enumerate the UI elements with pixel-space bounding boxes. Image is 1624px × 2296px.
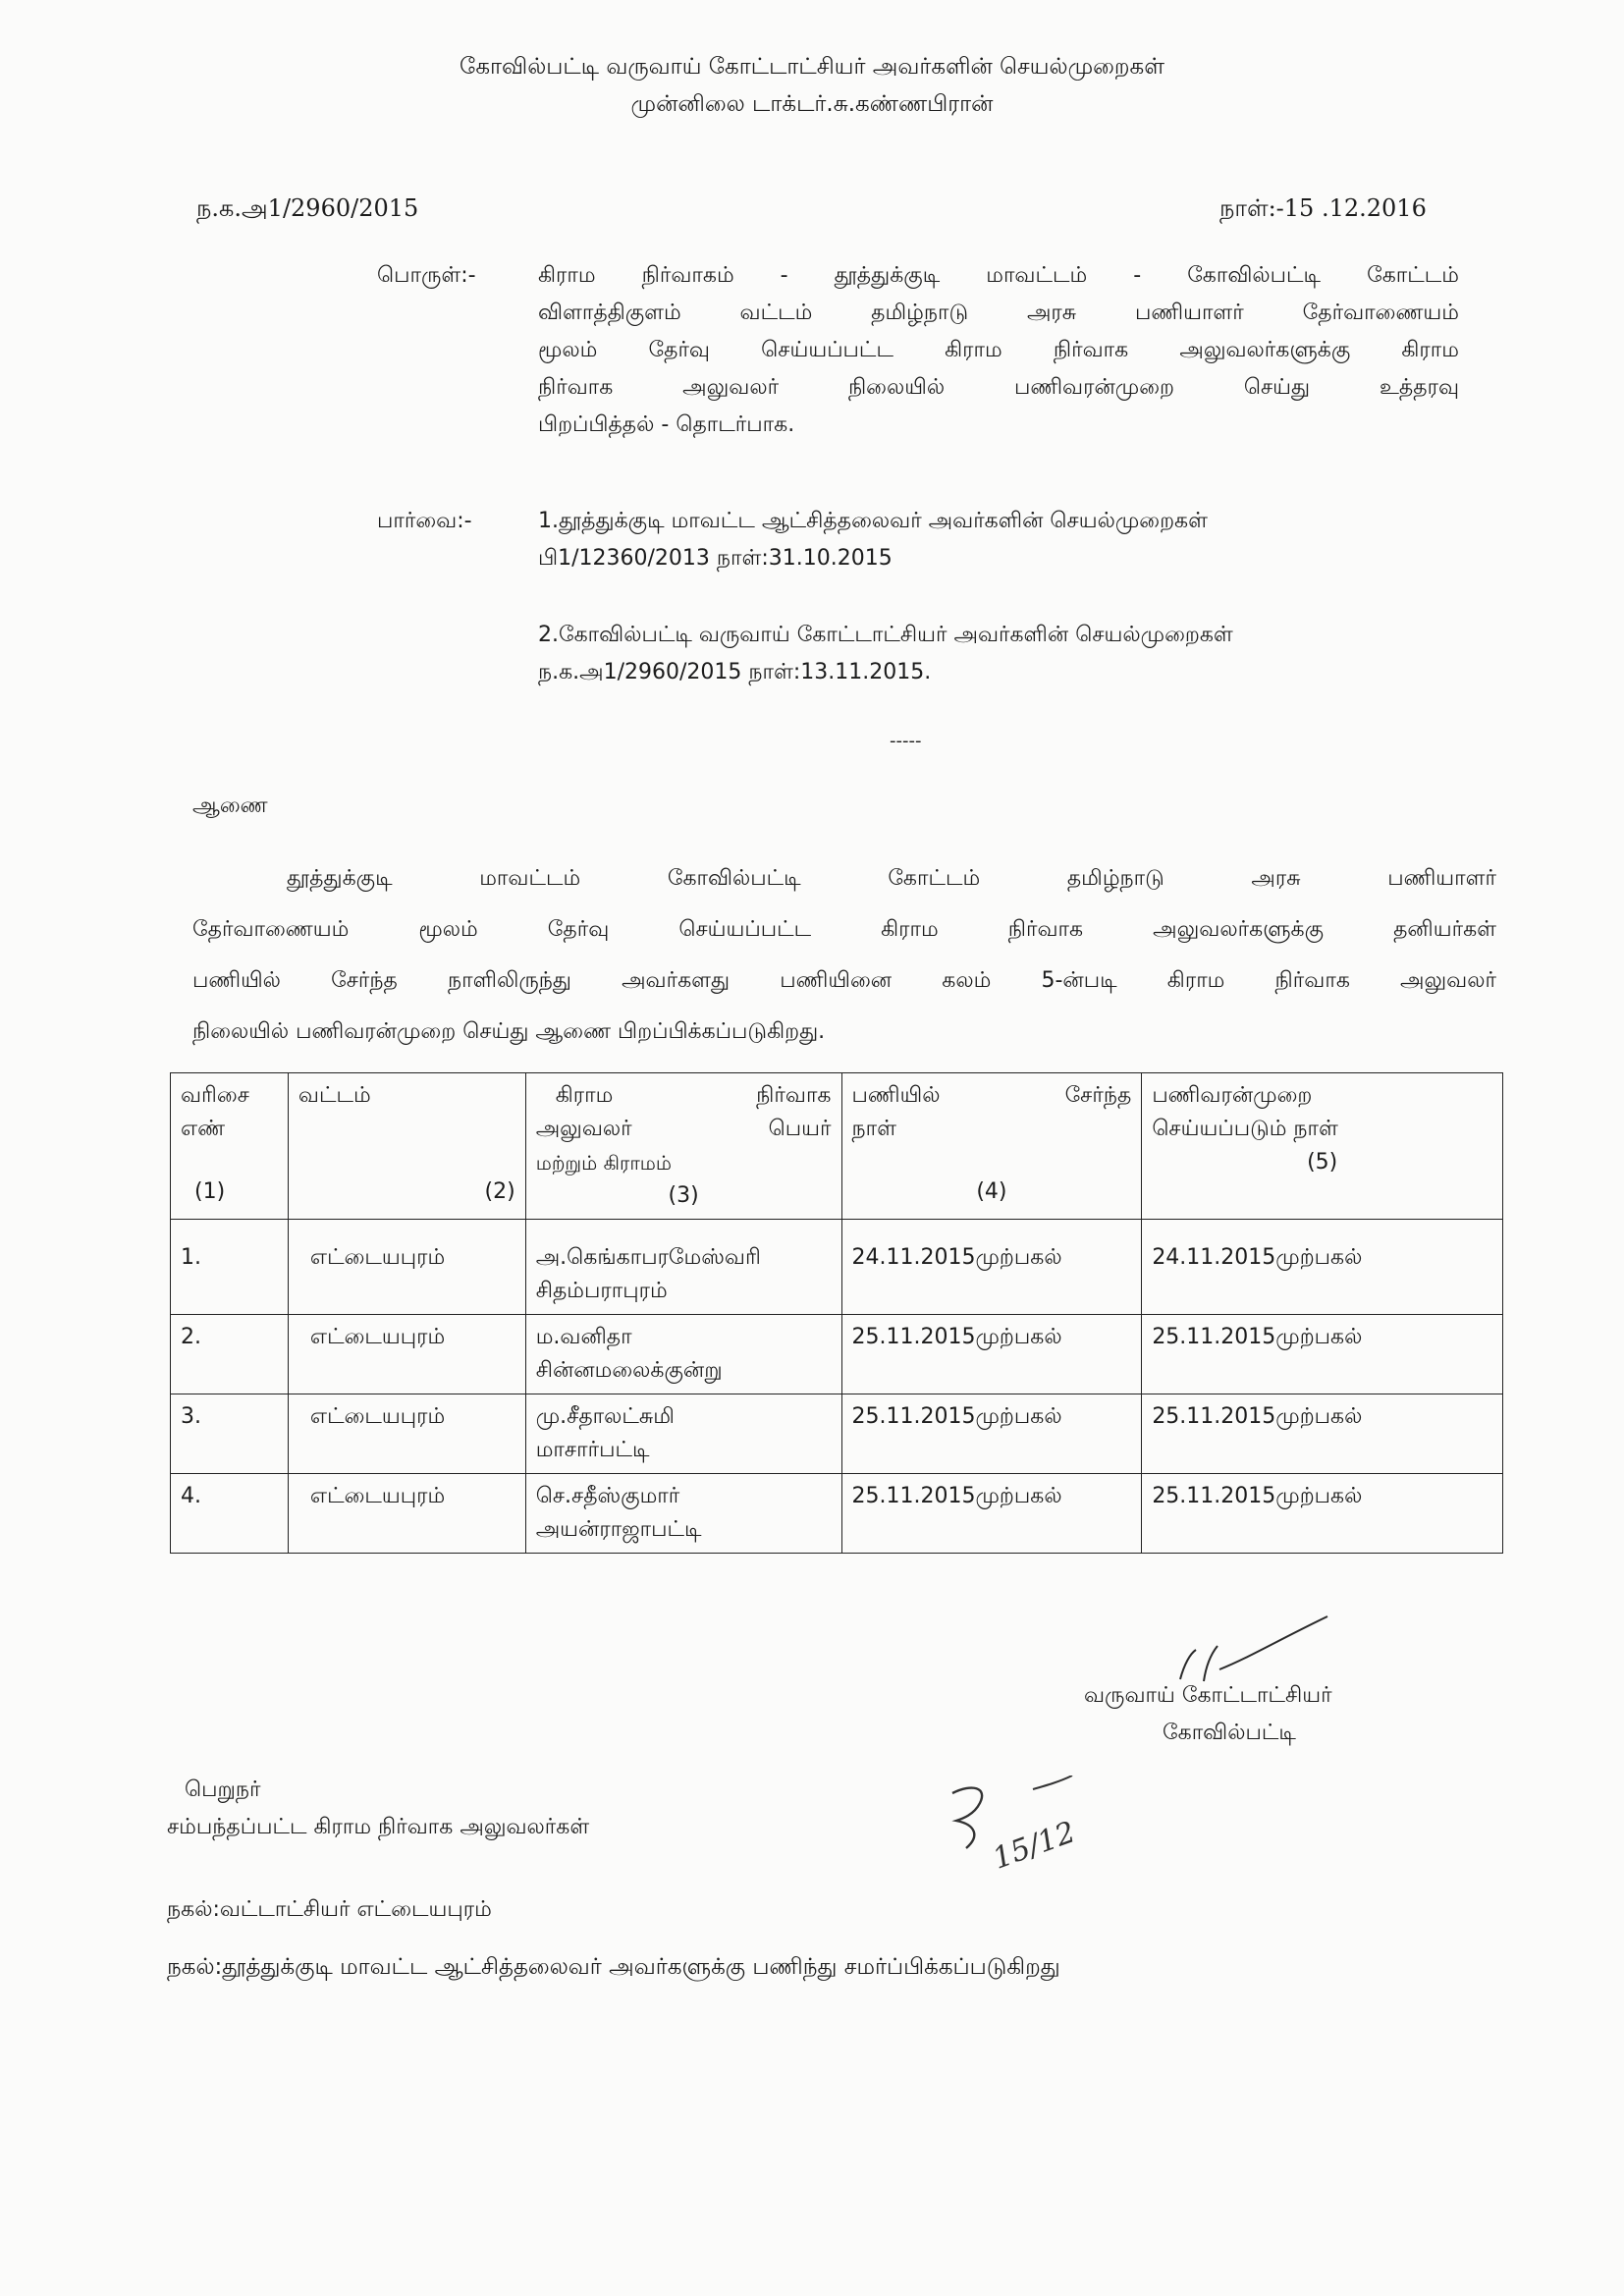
- order-line-4: நிலையில் பணிவரன்முறை செய்து ஆணை பிறப்பிக்கப்படுகிறது.: [192, 1019, 826, 1044]
- cell-joined: 25.11.2015முற்பகல்: [841, 1474, 1142, 1554]
- cell-serial: 4.: [171, 1474, 289, 1554]
- cell-officer: ம.வனிதா சின்னமலைக்குன்று: [525, 1315, 841, 1394]
- order-line-3: பணியில் சேர்ந்த நாளிலிருந்து அவர்களது பணியினை கலம் 5-ன்படி கிராம நிர்வாக அலுவலர்: [192, 968, 1496, 993]
- header-officer-village: கிராம நிர்வாக அலுவலர் பெயர் மற்றும் கிராமம் (3): [525, 1073, 841, 1220]
- header-serial: வரிசை எண் (1): [171, 1073, 289, 1220]
- reference-2-line-1: 2.கோவில்பட்டி வருவாய் கோட்டாட்சியர் அவர்களின் செயல்முறைகள்: [538, 623, 1233, 647]
- table-row: [171, 1394, 1503, 1474]
- table-header-row: [171, 1073, 1503, 1220]
- subject-line-1: கிராம நிர்வாகம் - தூத்துக்குடி மாவட்டம் - கோவில்பட்டி கோட்டம்: [538, 263, 1459, 288]
- cell-officer: அ.கெங்காபரமேஸ்வரி சிதம்பராபுரம்: [525, 1220, 841, 1315]
- cell-joined: 25.11.2015முற்பகல்: [841, 1394, 1142, 1474]
- reference-1-line-2: பி1/12360/2013 நாள்:31.10.2015: [538, 546, 893, 571]
- regularization-table: [170, 1072, 1503, 1554]
- header-joining-date: பணியில் சேர்ந்த நாள் (4): [841, 1073, 1142, 1220]
- cell-joined: 24.11.2015முற்பகல்: [841, 1220, 1142, 1315]
- cell-serial: 2.: [171, 1315, 289, 1394]
- file-number: ந.க.அ1/2960/2015: [196, 194, 419, 222]
- order-line-2: தேர்வாணையம் மூலம் தேர்வு செய்யப்பட்ட கிராம நிர்வாக அலுவலர்களுக்கு தனியர்கள்: [192, 917, 1496, 942]
- cell-officer: செ.சதீஸ்குமார் அயன்ராஜாபட்டி: [525, 1474, 841, 1554]
- order-line-1: தூத்துக்குடி மாவட்டம் கோவில்பட்டி கோட்டம் தமிழ்நாடு அரசு பணியாளர்: [287, 866, 1496, 891]
- handwritten-date: 15/12: [988, 1815, 1080, 1877]
- order-heading: ஆணை: [192, 793, 268, 818]
- cell-taluk: எட்டையபுரம்: [288, 1394, 525, 1474]
- cell-joined: 25.11.2015முற்பகல்: [841, 1315, 1142, 1394]
- office-title: கோவில்பட்டி வருவாய் கோட்டாட்சியர் அவர்களின் செயல்முறைகள்: [459, 54, 1164, 80]
- header-regularization-date: பணிவரன்முறை செய்யப்படும் நாள் (5): [1142, 1073, 1503, 1220]
- reference-1-line-1: 1.தூத்துக்குடி மாவட்ட ஆட்சித்தலைவர் அவர்களின் செயல்முறைகள்: [538, 509, 1208, 533]
- order-date: நாள்:-15 .12.2016: [1219, 194, 1427, 222]
- table-row: [171, 1220, 1503, 1315]
- cell-serial: 3.: [171, 1394, 289, 1474]
- copy-to-collector: நகல்:தூத்துக்குடி மாவட்ட ஆட்சித்தலைவர் அவர்களுக்கு பணிந்து சமர்ப்பிக்கப்படுகிறது: [167, 1954, 1060, 1980]
- subject-line-5: பிறப்பித்தல் - தொடர்பாக.: [538, 412, 795, 437]
- table-row: [171, 1315, 1503, 1394]
- signatory-designation: வருவாய் கோட்டாட்சியர்: [1084, 1683, 1332, 1708]
- recipient-label: பெறுநர்: [185, 1777, 261, 1802]
- cell-regularized: 25.11.2015முற்பகல்: [1142, 1394, 1503, 1474]
- header-taluk: வட்டம் (2): [288, 1073, 525, 1220]
- reference-2-line-2: ந.க.அ1/2960/2015 நாள்:13.11.2015.: [538, 660, 932, 684]
- cell-regularized: 24.11.2015முற்பகல்: [1142, 1220, 1503, 1315]
- cell-taluk: எட்டையபுரம்: [288, 1474, 525, 1554]
- presiding-officer: முன்னிலை டாக்டர்.சு.கண்ணபிரான்: [630, 91, 994, 117]
- cell-taluk: எட்டையபுரம்: [288, 1220, 525, 1315]
- cell-taluk: எட்டையபுரம்: [288, 1315, 525, 1394]
- signatory-place: கோவில்பட்டி: [1163, 1721, 1296, 1745]
- copy-to-tahsildar: நகல்:வட்டாட்சியர் எட்டையபுரம்: [167, 1897, 492, 1922]
- subject-line-4: நிர்வாக அலுவலர் நிலையில் பணிவரன்முறை செய்து உத்தரவு: [538, 375, 1459, 400]
- cell-regularized: 25.11.2015முற்பகல்: [1142, 1315, 1503, 1394]
- cell-regularized: 25.11.2015முற்பகல்: [1142, 1474, 1503, 1554]
- separator: -----: [890, 731, 922, 751]
- table-row: [171, 1474, 1503, 1554]
- subject-line-3: மூலம் தேர்வு செய்யப்பட்ட கிராம நிர்வாக அலுவலர்களுக்கு கிராம: [538, 338, 1459, 362]
- subject-label: பொருள்:-: [377, 263, 476, 288]
- cell-officer: மு.சீதாலட்சுமி மாசார்பட்டி: [525, 1394, 841, 1474]
- recipient-to: சம்பந்தப்பட்ட கிராம நிர்வாக அலுவலர்கள்: [167, 1815, 590, 1839]
- subject-line-2: விளாத்திகுளம் வட்டம் தமிழ்நாடு அரசு பணியாளர் தேர்வாணையம்: [538, 301, 1459, 325]
- references-label: பார்வை:-: [377, 509, 472, 533]
- cell-serial: 1.: [171, 1220, 289, 1315]
